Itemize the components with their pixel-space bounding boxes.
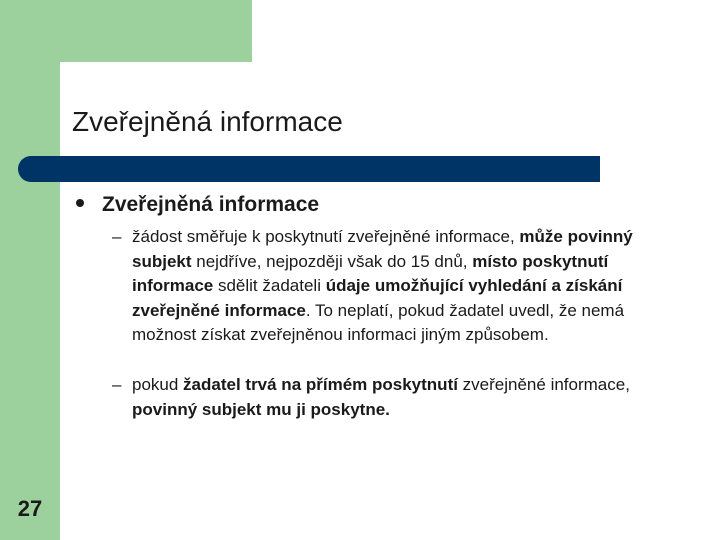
main-bullet-text: Zveřejněná informace (102, 193, 320, 216)
bullet-dot-icon (76, 199, 84, 207)
rounded-corner (60, 62, 100, 102)
text-run: žádost směřuje k poskytnutí zveřejněné informace, (132, 227, 520, 246)
text-run: zveřejněné informace, (457, 375, 630, 394)
dash-icon: – (112, 227, 122, 246)
sub-bullet-text (132, 225, 677, 348)
sub-bullet-text (132, 373, 677, 422)
dash-icon: – (112, 375, 122, 394)
text-run-bold: údaje umožňující vyhledání a získání zveřejněné informace (132, 276, 623, 320)
main-bullet (76, 193, 319, 217)
top-green-block (0, 0, 252, 62)
text-run: . To neplatí, pokud žadatel uvedl, že nemá možnost získat zveřejněnou informaci jiným způsobem. (132, 300, 625, 344)
text-run: sdělit žadateli (213, 276, 326, 295)
text-run-bold: může povinný subjekt (132, 227, 633, 271)
slide-number: 27 (17, 496, 43, 521)
text-run: pokud (132, 375, 184, 394)
text-run: nejdříve, nejpozději však do 15 dnů, (191, 251, 473, 271)
title-underline-bar (18, 156, 600, 182)
text-run-bold: žadatel trvá na přímém poskytnutí (183, 375, 458, 394)
text-run-bold: povinný subjekt mu ji poskytne. (132, 399, 390, 419)
slide-title: Zveřejněná informace (72, 106, 343, 137)
left-green-band (0, 0, 60, 540)
text-run-bold: místo poskytnutí informace (132, 251, 609, 295)
